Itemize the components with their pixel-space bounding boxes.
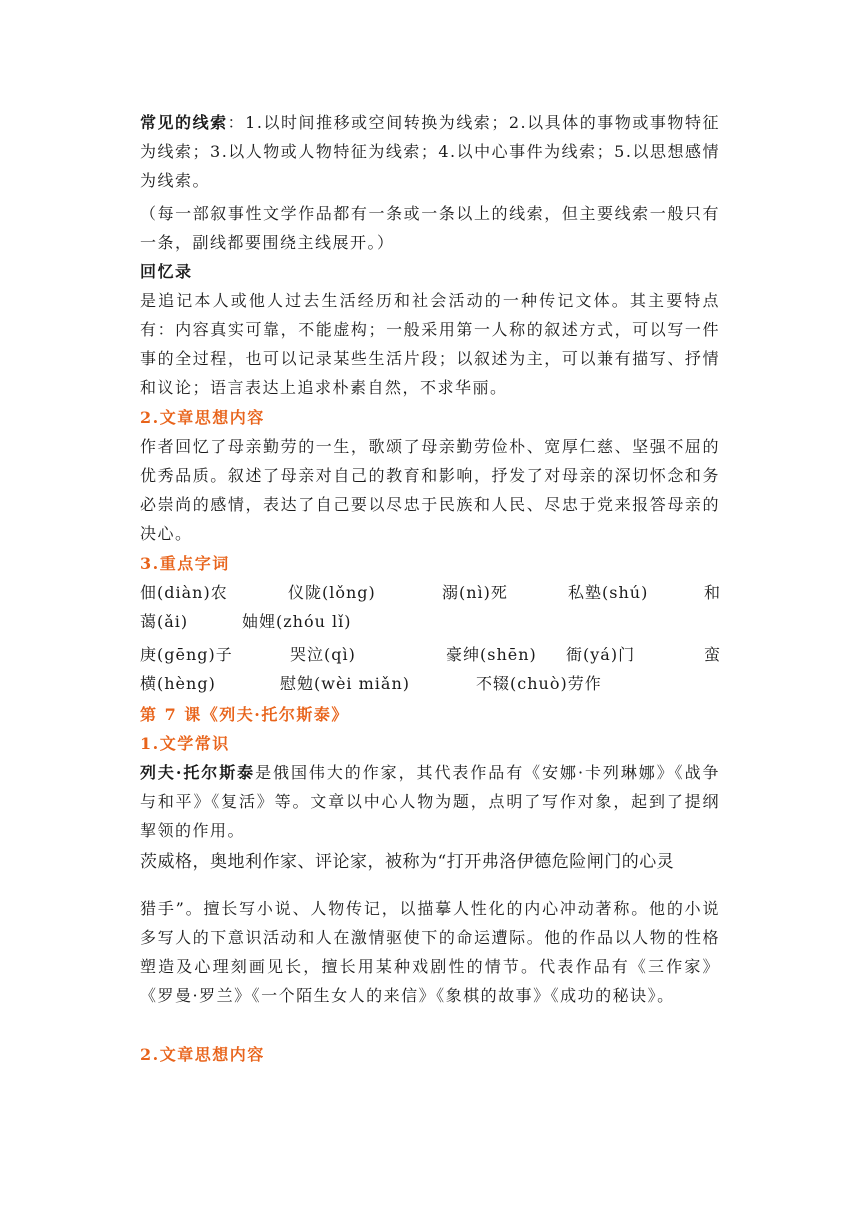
word-item: 和 bbox=[704, 583, 722, 602]
memoir-heading: 回忆录 bbox=[140, 262, 193, 281]
word-item: 蛮 bbox=[704, 645, 722, 664]
clues-text: ：1.以时间推移或空间转换为线索；2.以具体的事物或事物特征为线索；3.以人物或人物特征为线索；4.以中心事件为线索；5.以思想感情为线索。 bbox=[140, 113, 720, 190]
thought-heading-1: 2.文章思想内容 bbox=[140, 408, 265, 427]
clues-heading: 常见的线索 bbox=[140, 113, 228, 132]
words-row-4 bbox=[140, 669, 720, 698]
word-item: 横(hèng) bbox=[140, 674, 216, 693]
words-row-2 bbox=[140, 607, 720, 636]
word-item: 妯娌(zhóu lǐ) bbox=[242, 612, 352, 631]
word-item: 佃(diàn)农 bbox=[140, 583, 228, 602]
word-item: 不辍(chuò)劳作 bbox=[476, 674, 602, 693]
word-item: 蔼(ǎi) bbox=[140, 612, 189, 631]
zweig-text: 猎手”。擅长写小说、人物传记，以描摹人性化的内心冲动著称。他的小说多写人的下意识活动和人在激情驱使下的命运遭际。他的作品以人物的性格塑造及心理刻画见长，擅长用某种戏剧性的情节。代表作品有《三作家》《罗曼·罗兰》《一个陌生女人的来信》《象棋的故事》《成功的秘诀》。 bbox=[140, 899, 720, 1005]
thought-text-1: 作者回忆了母亲勤劳的一生，歌颂了母亲勤劳俭朴、宽厚仁慈、坚强不屈的优秀品质。叙述了母亲对自己的教育和影响，抒发了对母亲的深切怀念和务必崇尚的感情，表达了自己要以尽忠于民族和人民、尽忠于党来报答母亲的决心。 bbox=[140, 437, 720, 543]
zweig-line-1: 茨威格，奥地利作家、评论家，被称为“打开弗洛伊德危险闸门的心灵 bbox=[140, 852, 675, 872]
word-item: 豪绅(shēn) bbox=[446, 645, 537, 664]
word-item: 溺(nì)死 bbox=[442, 583, 508, 602]
tolstoy-name: 列夫·托尔斯泰 bbox=[140, 763, 256, 782]
memoir-text: 是追记本人或他人过去生活经历和社会活动的一种传记文体。其主要特点有：内容真实可靠，不能虚构；一般采用第一人称的叙述方式，可以写一件事的全过程，也可以记录某些生活片段；以叙述为主，可以兼有描写、抒情和议论；语言表达上追求朴素自然，不求华丽。 bbox=[140, 291, 720, 397]
clues-note: （每一部叙事性文学作品都有一条或一条以上的线索，但主要线索一般只有一条，副线都要围绕主线展开。） bbox=[140, 204, 720, 252]
word-item: 仪陇(lǒng) bbox=[288, 583, 376, 602]
word-item: 哭泣(qì) bbox=[290, 645, 356, 664]
words-row-3 bbox=[140, 640, 720, 669]
clues-paragraph bbox=[140, 108, 720, 195]
tolstoy-text: 是俄国伟大的作家，其代表作品有《安娜·卡列琳娜》《战争与和平》《复活》等。文章以中心人物为题，点明了写作对象，起到了提纲挈领的作用。 bbox=[140, 763, 721, 840]
word-item: 庚(gēng)子 bbox=[140, 645, 233, 664]
tolstoy-paragraph bbox=[140, 758, 720, 845]
word-item: 私塾(shú) bbox=[568, 583, 649, 602]
word-item: 衙(yá)门 bbox=[566, 645, 636, 664]
word-item: 慰勉(wèi miǎn) bbox=[280, 674, 410, 693]
lesson-title: 第 7 课《列夫·托尔斯泰》 bbox=[140, 705, 349, 724]
words-row-1 bbox=[140, 578, 720, 607]
lit-heading: 1.文学常识 bbox=[140, 734, 230, 753]
thought-heading-2: 2.文章思想内容 bbox=[140, 1045, 265, 1064]
words-heading: 3.重点字词 bbox=[140, 554, 230, 573]
